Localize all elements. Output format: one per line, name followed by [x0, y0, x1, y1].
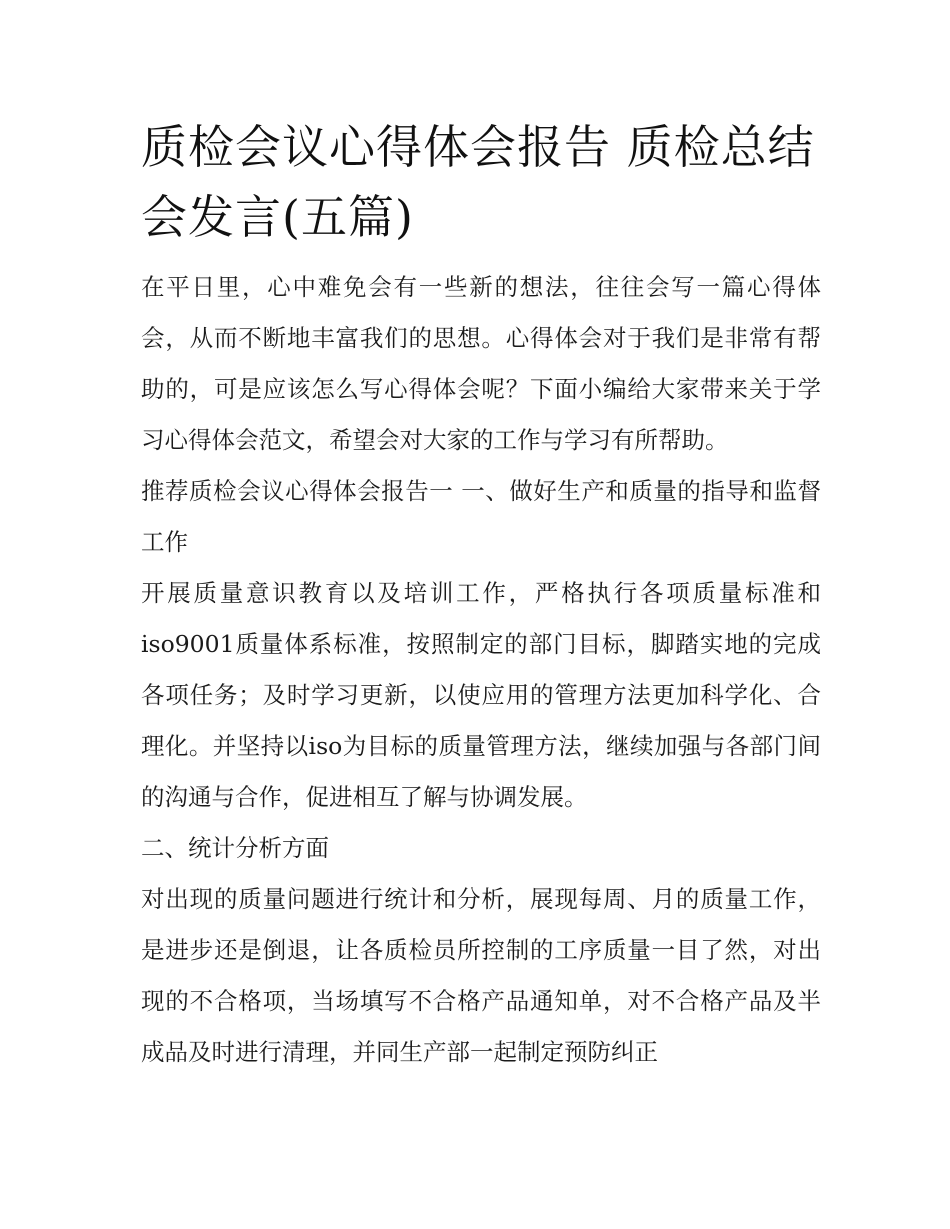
- section-2-paragraph: 对出现的质量问题进行统计和分析，展现每周、月的质量工作，是进步还是倒退，让各质检员所控制的工序质量一目了然，对出现的不合格项，当场填写不合格产品通知单，对不合格产品及半成品及时进行清理，并同生产部一起制定预防纠正: [141, 885, 821, 1066]
- document-content: [141, 112, 821, 1078]
- section-1-paragraph: 开展质量意识教育以及培训工作，严格执行各项质量标准和iso9001质量体系标准，按照制定的部门目标，脚踏实地的完成各项任务；及时学习更新，以使应用的管理方法更加科学化、合理化。并坚持以iso为目标的质量管理方法，继续加强与各部门间的沟通与合作，促进相互了解与协调发展。: [141, 579, 821, 811]
- document-title: 质检会议心得体会报告 质检总结会发言(五篇): [141, 120, 815, 244]
- document-body: [141, 262, 821, 1078]
- section-heading-1: 推荐质检会议心得体会报告一 一、做好生产和质量的指导和监督工作: [141, 477, 821, 556]
- intro-paragraph: 在平日里，心中难免会有一些新的想法，往往会写一篇心得体会，从而不断地丰富我们的思想。心得体会对于我们是非常有帮助的，可是应该怎么写心得体会呢？下面小编给大家带来关于学习心得体会范文，希望会对大家的工作与学习有所帮助。: [141, 273, 821, 454]
- section-heading-2: 二、统计分析方面: [141, 834, 329, 862]
